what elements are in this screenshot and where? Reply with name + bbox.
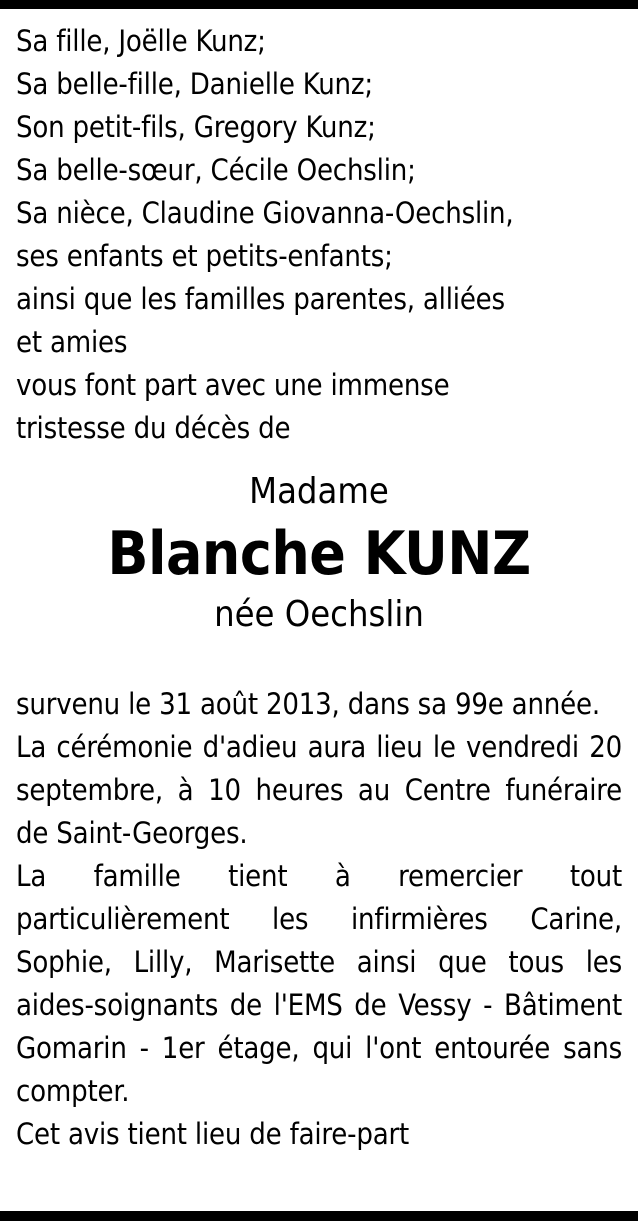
- family-line: tristesse du décès de: [16, 411, 291, 445]
- family-line: Sa nièce, Claudine Giovanna-Oechslin,: [16, 196, 514, 230]
- thanks-paragraph: La famille tient à remercier tout particulièrement les infirmières Carine, Sophie, Lilly, Marisette ainsi que tous les aides-soignants de l'EMS de Vessy - Bâtiment Gomarin - 1er étage, qui l'ont entourée sans compter.: [16, 859, 622, 1108]
- obituary-notice: [16, 20, 622, 1156]
- family-list: [16, 20, 622, 450]
- family-line: ses enfants et petits-enfants;: [16, 239, 393, 273]
- family-line: Sa belle-fille, Danielle Kunz;: [16, 67, 373, 101]
- family-line: Son petit-fils, Gregory Kunz;: [16, 110, 376, 144]
- honorific: Madame: [249, 471, 389, 512]
- notice-body: [16, 683, 622, 1156]
- top-border: [0, 0, 638, 9]
- maiden-name: née Oechslin: [214, 594, 424, 635]
- family-line: ainsi que les familles parentes, alliées: [16, 282, 505, 316]
- closing-line: Cet avis tient lieu de faire-part: [16, 1117, 410, 1151]
- family-line: Sa belle-sœur, Cécile Oechslin;: [16, 153, 416, 187]
- family-line: et amies: [16, 325, 128, 359]
- ceremony-paragraph: La cérémonie d'adieu aura lieu le vendredi 20 septembre, à 10 heures au Centre funéraire de Saint-Georges.: [16, 730, 622, 850]
- deceased-name: Blanche KUNZ: [107, 519, 531, 589]
- family-line: vous font part avec une immense: [16, 368, 450, 402]
- family-line: Sa fille, Joëlle Kunz;: [16, 24, 266, 58]
- death-date-paragraph: survenu le 31 août 2013, dans sa 99e année.: [16, 687, 600, 721]
- bottom-border: [0, 1211, 638, 1221]
